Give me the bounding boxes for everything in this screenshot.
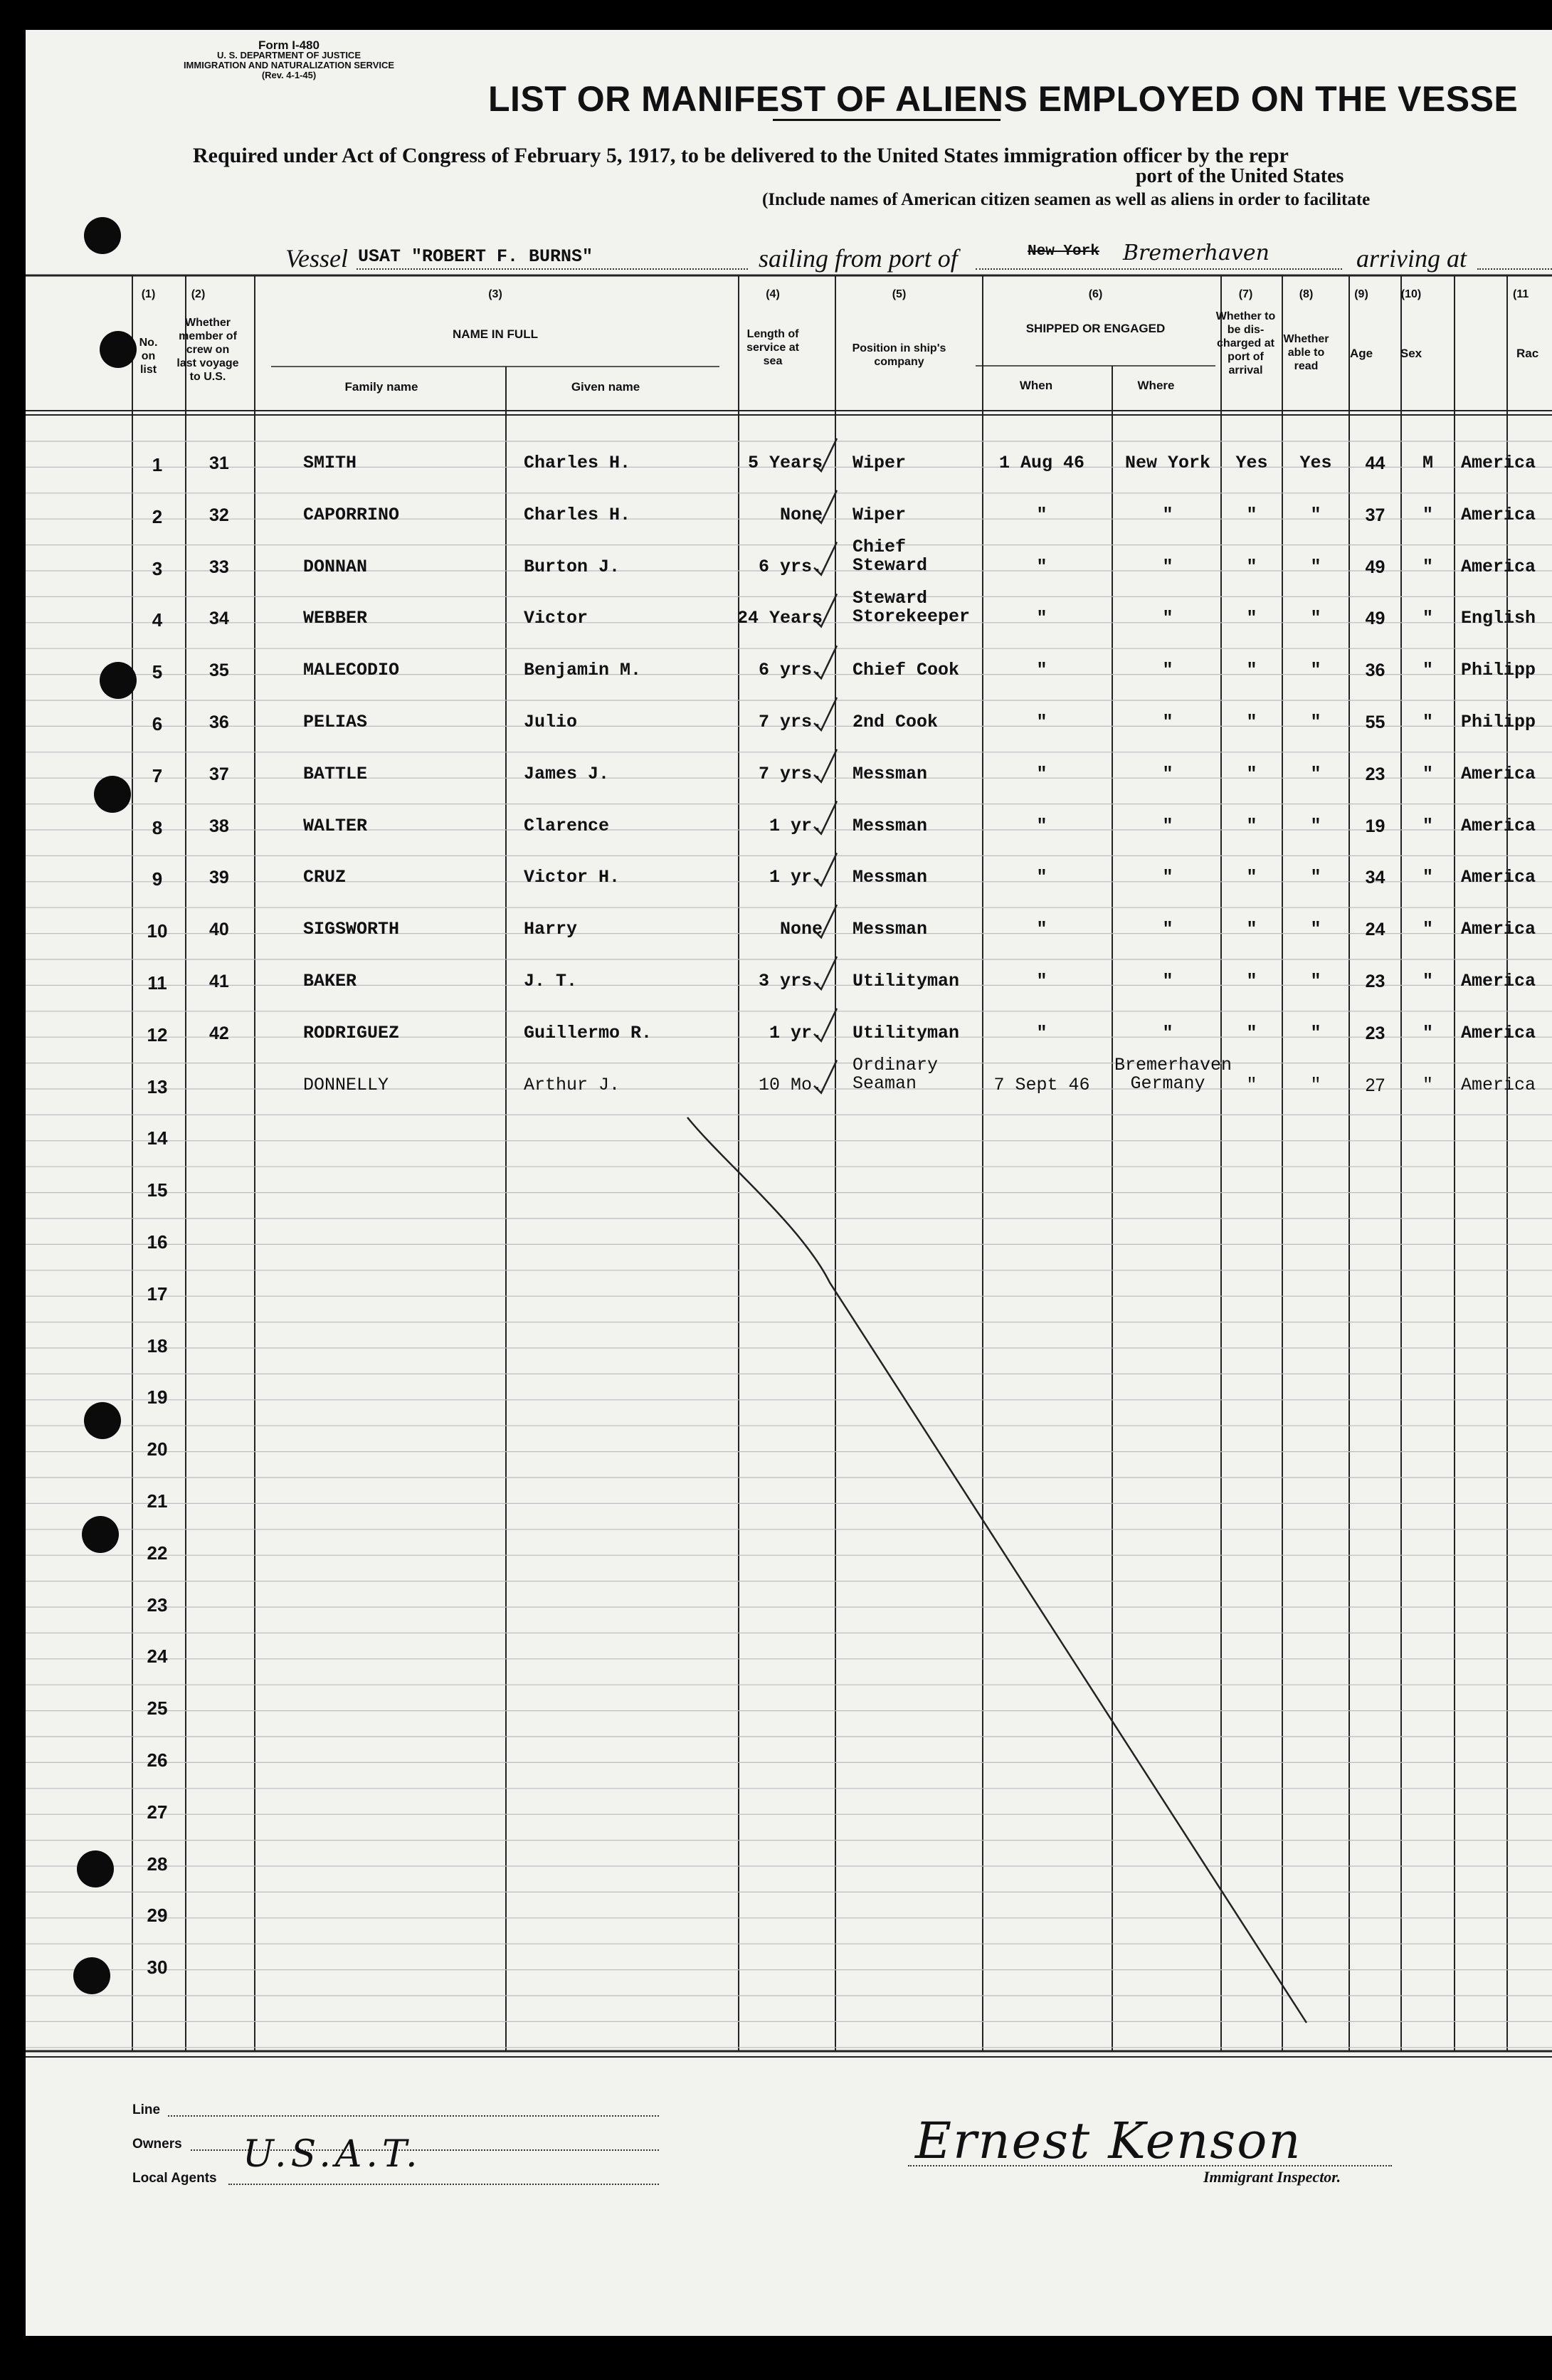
cell-position: Wiper	[852, 453, 907, 473]
form-number: Form I-480	[258, 38, 320, 52]
cell-when: 7 Sept 46	[993, 1074, 1090, 1095]
department-name: U. S. DEPARTMENT OF JUSTICE	[217, 50, 361, 60]
col11-header: Rac	[1516, 347, 1539, 360]
cell-discharged: "	[1246, 556, 1257, 577]
cell-sex: M	[1422, 453, 1433, 473]
cell-given: Charles H.	[524, 504, 631, 525]
cell-service: None	[779, 504, 823, 525]
cell-service: None	[779, 919, 823, 940]
binder-hole	[84, 1402, 121, 1439]
cell-service: 5 Years	[747, 453, 823, 473]
cell-crew: 32	[209, 505, 229, 525]
cell-where: "	[1162, 660, 1173, 681]
cell-family: DONNAN	[303, 556, 368, 577]
cell-when: 1 Aug 46	[998, 453, 1085, 473]
row-number: 29	[147, 1905, 168, 1927]
cell-discharged: "	[1246, 660, 1257, 681]
cell-position: Chief Cook	[852, 660, 960, 681]
signature-underline	[908, 2165, 1392, 2166]
cell-sex: "	[1422, 556, 1433, 577]
cell-family: BAKER	[303, 971, 357, 991]
cell-sex: "	[1422, 504, 1433, 525]
cell-sex: "	[1422, 712, 1433, 732]
cell-race: Philipp	[1461, 660, 1536, 681]
col4-header: Length of service at sea	[746, 328, 799, 367]
cell-service: 1 yr.	[769, 867, 823, 888]
cell-sex: "	[1422, 763, 1433, 784]
row-number: 13	[147, 1075, 168, 1097]
sailing-label: sailing from port of	[759, 244, 958, 273]
cell-when: "	[1036, 660, 1047, 681]
cell-where: Bremerhaven Germany	[1114, 1054, 1232, 1094]
inspector-signature: Ernest Kenson	[915, 2112, 1302, 2170]
cell-family: WALTER	[303, 815, 368, 836]
local-agents-value: U.S.A.T.	[243, 2133, 422, 2176]
arriving-label: arriving at	[1356, 244, 1467, 273]
cell-crew: 37	[209, 764, 229, 784]
cell-family: CAPORRINO	[303, 504, 400, 525]
row-number: 15	[147, 1179, 168, 1201]
cell-discharged: "	[1246, 971, 1257, 991]
cell-service: 24 Years	[737, 608, 823, 629]
cell-where: "	[1162, 815, 1173, 836]
cell-race: America	[1461, 971, 1536, 991]
cell-race: America	[1461, 504, 1536, 525]
row-number: 8	[152, 816, 163, 838]
cell-read: "	[1310, 1074, 1321, 1095]
cell-crew: 39	[209, 868, 229, 888]
cell-position: Messman	[852, 919, 928, 940]
cell-service: 3 yrs.	[758, 971, 823, 991]
cell-race: America	[1461, 919, 1536, 940]
cell-position: Wiper	[852, 504, 907, 525]
col1-header: No. on list	[139, 337, 158, 376]
cell-when: "	[1036, 556, 1047, 577]
cell-discharged: "	[1246, 712, 1257, 732]
cell-given: Arthur J.	[524, 1074, 621, 1095]
cell-family: CRUZ	[303, 867, 347, 888]
cell-read: "	[1310, 608, 1321, 629]
cell-age: 49	[1365, 609, 1385, 629]
cell-given: Burton J.	[524, 556, 621, 577]
col9-header: Age	[1349, 347, 1373, 360]
cell-sex: "	[1422, 919, 1433, 940]
requirement-text-3: (Include names of American citizen seamen as well as aliens in order to facilitate	[762, 190, 1371, 209]
cell-crew: 36	[209, 712, 229, 732]
cell-discharged: Yes	[1235, 453, 1268, 473]
binder-hole	[73, 1957, 110, 1994]
sailing-port: New York	[1028, 243, 1099, 260]
row-number: 5	[152, 661, 163, 683]
col10-number: (10)	[1400, 288, 1422, 300]
cell-when: "	[1036, 763, 1047, 784]
manifest-page	[26, 30, 1552, 2336]
col6-number: (6)	[1088, 288, 1103, 300]
cell-where: "	[1162, 867, 1173, 888]
cell-given: Harry	[524, 919, 578, 940]
col4-number: (4)	[766, 288, 780, 300]
cell-where: "	[1162, 919, 1173, 940]
line-label: Line	[132, 2102, 161, 2117]
cell-when: "	[1036, 504, 1047, 525]
binder-hole	[94, 776, 131, 813]
cell-discharged: "	[1246, 867, 1257, 888]
col5-header: Position in ship's company	[852, 342, 946, 368]
cell-age: 23	[1365, 1023, 1385, 1043]
cell-read: "	[1310, 919, 1321, 940]
row-number: 16	[147, 1231, 168, 1253]
cell-discharged: "	[1246, 919, 1257, 940]
cell-service: 6 yrs.	[758, 556, 823, 577]
cell-family: PELIAS	[303, 712, 368, 732]
line-underline	[168, 2115, 659, 2117]
cell-discharged: "	[1246, 1074, 1257, 1095]
cell-given: Charles H.	[524, 453, 631, 473]
cell-where: "	[1162, 556, 1173, 577]
col5-number: (5)	[892, 288, 907, 300]
service-name: IMMIGRATION AND NATURALIZATION SERVICE	[183, 60, 395, 70]
cell-position: Chief Steward	[852, 536, 928, 576]
cell-discharged: "	[1246, 763, 1257, 784]
requirement-text-2: port of the United States	[1136, 165, 1344, 187]
col8-header: Whether able to read	[1283, 333, 1329, 372]
cell-family: DONNELLY	[303, 1074, 389, 1095]
cell-position: Utilityman	[852, 971, 960, 991]
cell-sex: "	[1422, 608, 1433, 629]
cell-discharged: "	[1246, 608, 1257, 629]
row-number: 25	[147, 1697, 168, 1720]
vessel-label: Vessel	[285, 244, 348, 273]
cell-position: Ordinary Seaman	[852, 1054, 939, 1094]
cell-race: America	[1461, 763, 1536, 784]
row-number: 28	[147, 1853, 168, 1875]
cell-crew: 33	[209, 557, 229, 577]
cell-where: "	[1162, 1022, 1173, 1043]
cell-age: 23	[1365, 972, 1385, 991]
manifest-grid	[26, 30, 1552, 2336]
cell-race: English	[1461, 608, 1536, 629]
cell-when: "	[1036, 971, 1047, 991]
cell-sex: "	[1422, 815, 1433, 836]
cell-position: Utilityman	[852, 1022, 960, 1043]
cell-given: Guillermo R.	[524, 1022, 653, 1043]
col7-number: (7)	[1238, 288, 1253, 300]
cell-discharged: "	[1246, 815, 1257, 836]
row-number: 11	[147, 972, 167, 994]
cell-crew: 42	[209, 1023, 229, 1043]
col6-where-header: Where	[1137, 379, 1175, 392]
cell-given: James J.	[524, 763, 610, 784]
cell-service: 7 yrs.	[758, 712, 823, 732]
row-number: 26	[147, 1749, 168, 1771]
cell-where: New York	[1124, 453, 1211, 473]
vessel-name: USAT "ROBERT F. BURNS"	[358, 246, 593, 267]
row-number: 9	[152, 868, 163, 890]
col11-number: (11	[1513, 288, 1529, 300]
cell-family: MALECODIO	[303, 660, 400, 681]
row-number: 23	[147, 1594, 168, 1616]
cell-given: Victor H.	[524, 867, 621, 888]
cell-sex: "	[1422, 1022, 1433, 1043]
cell-race: America	[1461, 1022, 1536, 1043]
row-number: 17	[147, 1283, 168, 1305]
col9-number: (9)	[1354, 288, 1368, 300]
row-number: 6	[152, 713, 163, 734]
cell-service: 10 Mo.	[758, 1074, 823, 1095]
cell-position: Messman	[852, 763, 928, 784]
cell-read: "	[1310, 815, 1321, 836]
col10-header: Sex	[1400, 347, 1422, 360]
cell-age: 23	[1365, 764, 1385, 784]
owners-label: Owners	[132, 2137, 182, 2152]
cell-read: "	[1310, 867, 1321, 888]
row-number: 20	[147, 1438, 168, 1460]
row-number: 24	[147, 1646, 168, 1668]
cell-read: "	[1310, 660, 1321, 681]
page-title: LIST OR MANIFEST OF ALIENS EMPLOYED ON THE VESSE	[488, 79, 1519, 119]
col8-number: (8)	[1299, 288, 1314, 300]
cell-service: 7 yrs.	[758, 763, 823, 784]
cell-when: "	[1036, 712, 1047, 732]
binder-hole	[100, 662, 137, 699]
row-number: 1	[152, 454, 163, 475]
cell-where: "	[1162, 971, 1173, 991]
cell-position: Messman	[852, 815, 928, 836]
col7-header: Whether to be dis- charged at port of arrival	[1215, 310, 1276, 377]
binder-hole	[84, 217, 121, 254]
col2-number: (2)	[191, 288, 206, 300]
cell-where: "	[1162, 608, 1173, 629]
cell-position: Steward Storekeeper	[852, 588, 971, 628]
cell-family: SIGSWORTH	[303, 919, 400, 940]
requirement-text: Required under Act of Congress of February 5, 1917, to be delivered to the United States immigration officer by the repr	[193, 144, 1289, 167]
cell-race: America	[1461, 1074, 1536, 1095]
row-number: 2	[152, 505, 163, 527]
cell-where: "	[1162, 712, 1173, 732]
row-number: 10	[147, 920, 168, 942]
row-number: 27	[147, 1801, 168, 1823]
cell-age: 24	[1365, 920, 1385, 940]
cell-age: 44	[1365, 453, 1385, 473]
row-number: 12	[147, 1023, 168, 1046]
cell-when: "	[1036, 919, 1047, 940]
row-number: 4	[152, 609, 163, 631]
cell-read: Yes	[1299, 453, 1332, 473]
cell-crew: 40	[209, 920, 229, 940]
cell-service: 1 yr.	[769, 815, 823, 836]
sailing-port-handwritten: Bremerhaven	[1123, 241, 1269, 265]
cell-family: RODRIGUEZ	[303, 1022, 400, 1043]
cell-where: "	[1162, 504, 1173, 525]
cell-position: 2nd Cook	[852, 712, 939, 732]
col6-header: SHIPPED OR ENGAGED	[1025, 322, 1166, 335]
local-agents-underline	[228, 2184, 659, 2185]
cell-family: SMITH	[303, 453, 357, 473]
cell-read: "	[1310, 971, 1321, 991]
cell-read: "	[1310, 712, 1321, 732]
cell-sex: "	[1422, 971, 1433, 991]
cell-crew: 34	[209, 609, 229, 629]
cell-crew: 31	[209, 453, 229, 473]
cell-race: America	[1461, 815, 1536, 836]
cell-when: "	[1036, 815, 1047, 836]
row-number: 22	[147, 1542, 168, 1564]
cell-given: J. T.	[524, 971, 578, 991]
cell-age: 49	[1365, 557, 1385, 577]
cell-sex: "	[1422, 867, 1433, 888]
row-number: 7	[152, 764, 163, 786]
cell-crew: 38	[209, 816, 229, 836]
inspector-label: Immigrant Inspector.	[1203, 2168, 1341, 2186]
row-number: 14	[147, 1127, 168, 1149]
local-agents-label: Local Agents	[132, 2171, 217, 2186]
cell-family: WEBBER	[303, 608, 368, 629]
binder-hole	[77, 1850, 114, 1887]
cell-crew: 41	[209, 972, 229, 991]
cell-when: "	[1036, 1022, 1047, 1043]
row-number: 19	[147, 1386, 168, 1408]
cell-race: America	[1461, 556, 1536, 577]
row-number: 21	[147, 1490, 168, 1512]
cell-read: "	[1310, 556, 1321, 577]
cell-where: "	[1162, 763, 1173, 784]
cell-given: Victor	[524, 608, 588, 629]
cell-read: "	[1310, 763, 1321, 784]
binder-hole	[100, 331, 137, 368]
cell-given: Benjamin M.	[524, 660, 642, 681]
col3-number: (3)	[488, 288, 502, 300]
binder-hole	[82, 1516, 119, 1553]
cell-when: "	[1036, 867, 1047, 888]
cell-age: 37	[1365, 505, 1385, 525]
cell-race: America	[1461, 867, 1536, 888]
row-number: 18	[147, 1334, 168, 1357]
col6-when-header: When	[1019, 379, 1053, 392]
col2-header: Whether member of crew on last voyage to U.S.	[176, 317, 239, 383]
cell-age: 27	[1365, 1075, 1385, 1095]
form-revision: (Rev. 4-1-45)	[261, 70, 317, 80]
cell-when: "	[1036, 608, 1047, 629]
col3-family-header: Family name	[344, 380, 418, 394]
cell-sex: "	[1422, 660, 1433, 681]
cell-discharged: "	[1246, 504, 1257, 525]
col3-given-header: Given name	[571, 380, 640, 394]
cell-race: Philipp	[1461, 712, 1536, 732]
row-number: 30	[147, 1957, 168, 1979]
cell-service: 6 yrs.	[758, 660, 823, 681]
cell-family: BATTLE	[303, 763, 368, 784]
cell-read: "	[1310, 1022, 1321, 1043]
cell-age: 34	[1365, 868, 1385, 888]
cell-race: America	[1461, 453, 1536, 473]
cell-given: Julio	[524, 712, 578, 732]
cell-age: 36	[1365, 660, 1385, 681]
cell-position: Messman	[852, 867, 928, 888]
cell-age: 19	[1365, 816, 1385, 836]
cell-discharged: "	[1246, 1022, 1257, 1043]
col1-number: (1)	[141, 288, 156, 300]
cell-read: "	[1310, 504, 1321, 525]
row-number: 3	[152, 557, 163, 579]
cell-sex: "	[1422, 1074, 1433, 1095]
cell-age: 55	[1365, 712, 1385, 732]
cell-crew: 35	[209, 660, 229, 681]
cell-given: Clarence	[524, 815, 610, 836]
col3-header: NAME IN FULL	[453, 327, 538, 341]
cell-service: 1 yr.	[769, 1022, 823, 1043]
